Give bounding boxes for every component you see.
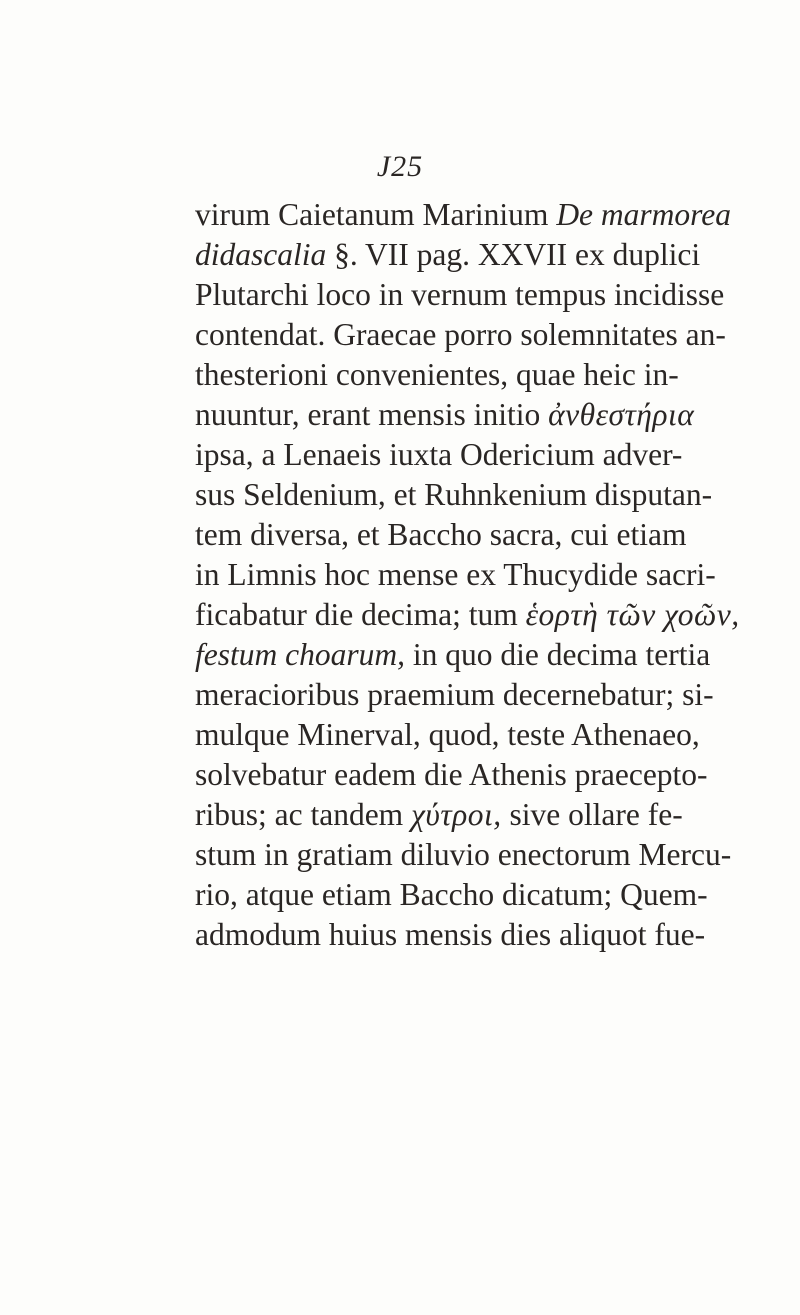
text-run: ipsa, a Lenaeis iuxta Odericium adver- (195, 437, 683, 472)
text-line (195, 795, 683, 835)
text-line (195, 475, 713, 515)
greek-term: ἀνθεστήρια (548, 397, 695, 432)
italic-phrase: didascalia (195, 237, 327, 272)
text-line (195, 555, 716, 595)
text-line (195, 835, 732, 875)
text-line (195, 675, 714, 715)
text-line (195, 755, 708, 795)
text-line (195, 595, 740, 635)
text-run: Plutarchi loco in vernum tempus incidisse (195, 277, 725, 312)
greek-term: χύτροι, (411, 797, 502, 832)
text-run: ficabatur die decima; tum (195, 597, 526, 632)
text-line (195, 195, 731, 235)
text-run: admodum huius mensis dies aliquot fue- (195, 917, 706, 952)
italic-phrase: festum choarum, (195, 637, 405, 672)
text-line (195, 395, 695, 435)
text-run: in quo die decima tertia (404, 637, 711, 672)
text-line (195, 275, 725, 315)
text-run: in Limnis hoc mense ex Thucydide sacri- (195, 557, 716, 592)
text-run: rio, atque etiam Baccho dicatum; Quem- (195, 877, 708, 912)
text-run: stum in gratiam diluvio enectorum Mercu- (195, 837, 732, 872)
text-run: mulque Minerval, quod, teste Athenaeo, (195, 717, 700, 752)
text-line (195, 355, 679, 395)
text-run: ribus; ac tandem (195, 797, 412, 832)
text-run: virum Caietanum Marinium (195, 197, 557, 232)
text-run: §. VII pag. XXVII ex duplici (326, 237, 701, 272)
page-number: J25 (376, 150, 424, 183)
text-line (195, 915, 706, 955)
text-line (195, 235, 701, 275)
greek-term: ἑορτὴ τῶν χοῶν, (525, 597, 740, 632)
body-text (195, 195, 740, 955)
text-run: thesterioni convenientes, quae heic in- (195, 357, 679, 392)
text-run: tem diversa, et Baccho sacra, cui etiam (195, 517, 687, 552)
text-run: solvebatur eadem die Athenis praecepto- (195, 757, 708, 792)
text-run: meracioribus praemium decernebatur; si- (195, 677, 714, 712)
text-line (195, 515, 687, 555)
italic-phrase: De marmorea (556, 197, 731, 232)
text-line (195, 315, 726, 355)
text-run: contendat. Graecae porro solemnitates an- (195, 317, 726, 352)
text-line (195, 635, 711, 675)
text-line (195, 715, 700, 755)
text-run: sive ollare fe- (501, 797, 683, 832)
text-line (195, 875, 708, 915)
text-run: nuuntur, erant mensis initio (195, 397, 549, 432)
text-run: sus Seldenium, et Ruhnkenium disputan- (195, 477, 713, 512)
text-line (195, 435, 683, 475)
